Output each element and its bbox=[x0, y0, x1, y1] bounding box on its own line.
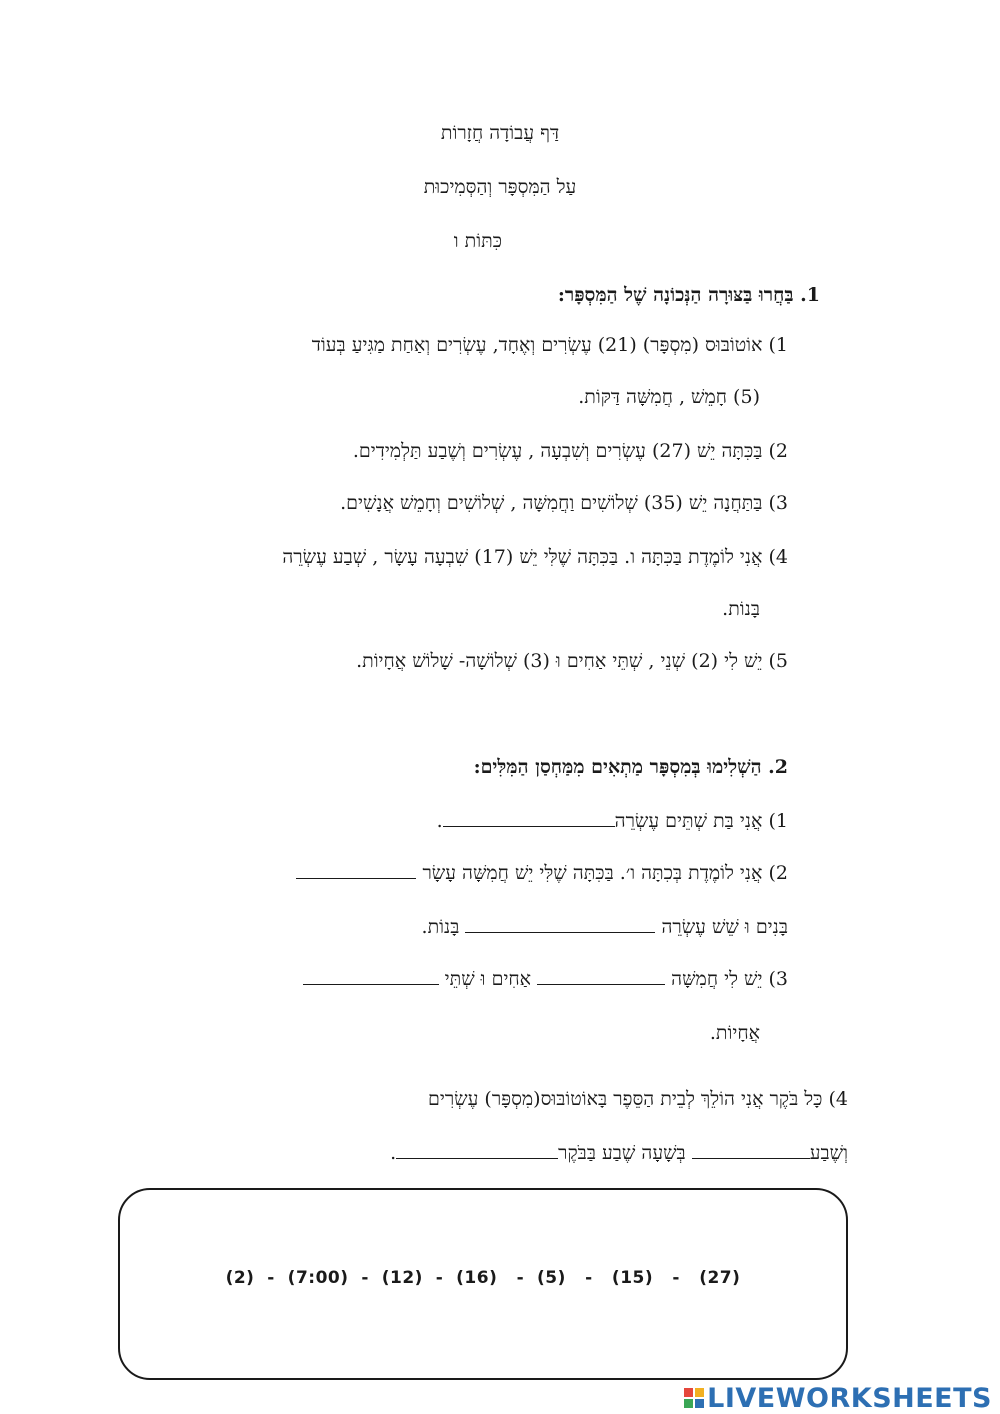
section2-item2-line1 bbox=[296, 858, 788, 888]
grade-label: כִּתּוֹת ו bbox=[453, 230, 502, 252]
section2-item1 bbox=[437, 806, 788, 836]
section2-item3-line1 bbox=[303, 964, 788, 994]
section2-item3-text: 3) יֵשׁ לִי חֲמִשָּׁה bbox=[671, 968, 788, 990]
answer-blank-4[interactable] bbox=[537, 964, 665, 985]
section1-item4-line2: בָּנוֹת. bbox=[722, 598, 760, 620]
answer-blank-2[interactable] bbox=[296, 858, 416, 879]
section1-item1-line1: 1) אוֹטוֹבּוּס (מִסְפָּר) (21) עֶשְׂרִים וְאֶחָד, עֶשְׂרִים וְאַחַת מַגִּיעַ בְּעוֹד bbox=[311, 334, 788, 356]
word-bank-box bbox=[118, 1188, 848, 1380]
section2-item3-line2: אֲחָיוֹת. bbox=[709, 1022, 760, 1044]
liveworksheets-logo bbox=[683, 1383, 992, 1414]
answer-blank-7[interactable] bbox=[396, 1138, 558, 1159]
section2-item1-end: . bbox=[436, 810, 443, 832]
section2-item2-line2 bbox=[422, 912, 788, 942]
worksheet-subtitle: עַל הַמִּסְפָּר וְהַסְּמִיכוּת bbox=[423, 176, 577, 198]
answer-blank-3[interactable] bbox=[465, 912, 655, 933]
section1-item3: 3) בַּתַּחֲנָה יֵשׁ (35) שְׁלוֹשִׁים וַחֲמִשָּׁה , שְׁלוֹשִׁים וְחָמֵשׁ אֲנָשִׁים. bbox=[340, 492, 788, 514]
section2-item1-text: 1) אֲנִי בַּת שְׁתֵּים עֶשְׂרֵה bbox=[614, 810, 788, 832]
section1-item1-line2: (5) חָמֵשׁ , חֲמִשָּׁה דַּקּוֹת. bbox=[578, 386, 760, 408]
section2-item4-end: . bbox=[390, 1142, 397, 1164]
section2-heading: 2. הַשְׁלִימוּ בְּמִסְפָּר מַתְאִים מִמַּחְסַן הַמִּלִּים: bbox=[473, 756, 788, 778]
answer-blank-5[interactable] bbox=[303, 964, 439, 985]
section2-item2-text: 2) אֲנִי לוֹמֶדֶת בְּכִתָּה ו׳. בַּכִּתָּה שֶׁלִּי יֵשׁ חֲמִשָּׁה עָשָׂר bbox=[422, 862, 788, 884]
section2-item4-text-c: בְּשָׁעָה שֶׁבַע בַּבֹּקֶר bbox=[558, 1142, 686, 1164]
section2-item2-text-b: בָּנִים וּ שֵׁשׁ עֶשְׂרֵה bbox=[661, 916, 788, 938]
section1-heading: 1. בַּחֲרוּ בַּצּוּרָה הַנְּכוֹנָה שֶׁל הַמִּסְפָּר: bbox=[557, 284, 820, 306]
section2-item3-text-b: אַחִים וּ שְׁתֵּי bbox=[444, 968, 532, 990]
answer-blank-6[interactable] bbox=[692, 1138, 810, 1159]
worksheet-title: דַּף עֲבוֹדָה חֲזָרוֹת bbox=[440, 122, 560, 144]
answer-blank-1[interactable] bbox=[443, 806, 615, 827]
section2-item2-text-c: בָּנוֹת. bbox=[421, 916, 460, 938]
section2-item4-line1: 4) כָּל בֹּקֶר אֲנִי הוֹלֵךְ לְבֵית הַסֵּפֶר בָּאוֹטוֹבּוּס(מִסְפָּר) עֶשְׂרִים bbox=[427, 1088, 848, 1110]
section1-item2: 2) בַּכִּתָּה יֵשׁ (27) עֶשְׂרִים וְשִׁבְעָה , עֶשְׂרִים וְשֶׁבַע תַּלְמִידִים. bbox=[352, 440, 788, 462]
word-bank: (2) - (7:00) - (12) - (16) - (5) - (15) - (27) bbox=[225, 1268, 741, 1288]
liveworksheets-logo-icon bbox=[683, 1387, 705, 1409]
section2-item4-text-b: וְשֶׁבַע bbox=[809, 1142, 848, 1164]
section2-item4-line2 bbox=[390, 1138, 848, 1168]
section1-item4-line1: 4) אֲנִי לוֹמֶדֶת בַּכִּתָּה ו. בַּכִּתָּה שֶׁלִּי יֵשׁ (17) שִׁבְעָה עָשָׂר , שְׁבַע עֶשְׂרֵה bbox=[282, 546, 788, 568]
section1-item5: 5) יֵשׁ לִי (2) שְׁנֵי , שְׁתֵּי אַחִים וּ (3) שְׁלוֹשָׁה- שָׁלוֹשׁ אֲחָיוֹת. bbox=[356, 650, 788, 672]
liveworksheets-brand: LIVEWORKSHEETS bbox=[707, 1383, 992, 1414]
